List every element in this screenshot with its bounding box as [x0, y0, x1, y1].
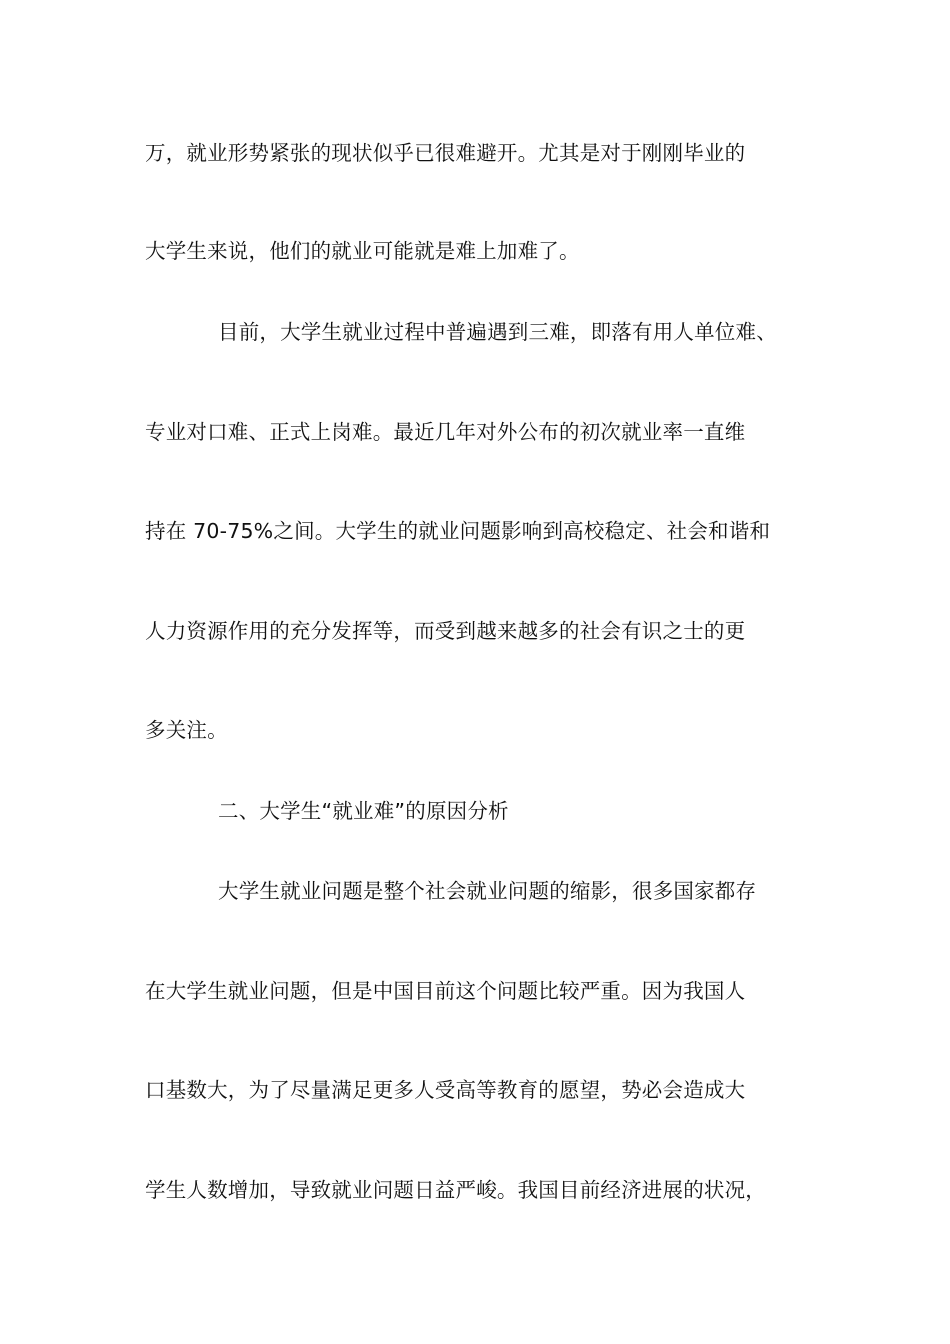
- paragraph-line: 学生人数增加，导致就业问题日益严峻。我国目前经济进展的状况，: [145, 1178, 766, 1202]
- paragraph-line: 多关注。: [145, 718, 228, 742]
- paragraph-line: 大学生来说，他们的就业可能就是难上加难了。: [145, 239, 580, 263]
- paragraph-line: 专业对口难、正式上岗难。最近几年对外公布的初次就业率一直维: [145, 420, 746, 444]
- paragraph-line: 口基数大，为了尽量满足更多人受高等教育的愿望，势必会造成大: [145, 1078, 746, 1102]
- paragraph-line: 万，就业形势紧张的现状似乎已很难避开。尤其是对于刚刚毕业的: [145, 141, 746, 165]
- section-heading: 二、大学生“就业难”的原因分析: [218, 799, 509, 823]
- paragraph-line: 人力资源作用的充分发挥等，而受到越来越多的社会有识之士的更: [145, 619, 746, 643]
- paragraph-line: 目前，大学生就业过程中普遍遇到三难，即落有用人单位难、: [218, 320, 777, 344]
- paragraph-line: 大学生就业问题是整个社会就业问题的缩影，很多国家都存: [218, 879, 757, 903]
- paragraph-line: 在大学生就业问题，但是中国目前这个问题比较严重。因为我国人: [145, 979, 746, 1003]
- paragraph-line: 持在 70-75%之间。大学生的就业问题影响到高校稳定、社会和谐和: [145, 519, 771, 543]
